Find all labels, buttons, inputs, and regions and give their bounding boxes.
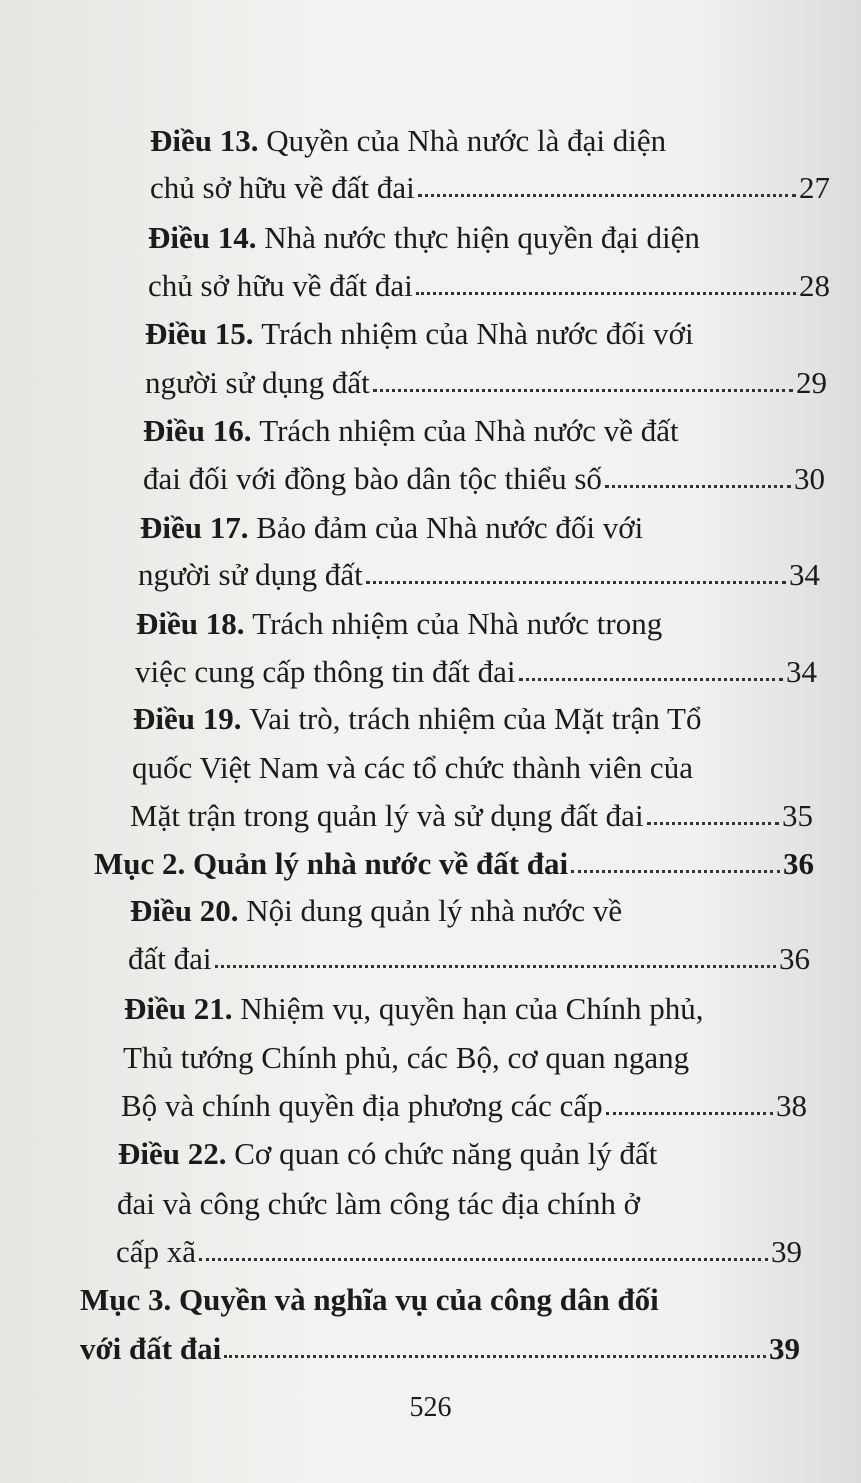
toc-entry-cont — [138, 559, 820, 590]
toc-section-cont — [80, 1333, 800, 1364]
leader-dots — [416, 292, 796, 295]
toc-entry-cont2 — [132, 752, 772, 783]
leader-dots — [199, 1258, 768, 1261]
toc-entry-title — [133, 703, 763, 734]
toc-entry-cont — [145, 367, 827, 398]
toc-entry-label: Điều 21. — [124, 991, 233, 1026]
toc-entry-title — [118, 1138, 778, 1169]
toc-page-number: 34 — [786, 654, 817, 689]
toc-page-number: 38 — [776, 1088, 807, 1123]
toc-entry-cont-text: đất đai — [128, 941, 212, 976]
toc-page-number: 39 — [771, 1234, 802, 1269]
toc-entry-title — [150, 125, 780, 156]
toc-entry-title — [145, 318, 775, 349]
toc-section-label: Mục 2. — [94, 846, 186, 881]
toc-entry-cont2 — [117, 1188, 767, 1219]
toc-entry-cont-text: chủ sở hữu về đất đai — [150, 170, 415, 205]
toc-entry-title — [143, 415, 773, 446]
toc-entry-text: Trách nhiệm của Nhà nước về đất — [259, 413, 679, 448]
toc-entry-cont-text: người sử dụng đất — [145, 365, 370, 400]
toc-page-number: 28 — [799, 268, 830, 303]
leader-dots — [215, 965, 777, 968]
leader-dots — [571, 870, 780, 873]
page-number: 526 — [409, 1392, 452, 1423]
toc-entry-text: Nhà nước thực hiện quyền đại diện — [264, 220, 700, 255]
toc-section — [80, 1284, 780, 1315]
toc-entry-text: Trách nhiệm của Nhà nước đối với — [261, 316, 694, 351]
toc-entry-cont — [121, 1090, 807, 1121]
toc-entry-label: Điều 15. — [145, 316, 254, 351]
toc-entry-label: Điều 17. — [140, 510, 249, 545]
leader-dots — [519, 678, 784, 681]
leader-dots — [606, 1112, 773, 1115]
toc-entry-label: Điều 16. — [143, 413, 252, 448]
toc-section-label: Mục 3. — [80, 1282, 172, 1317]
toc-entry-cont-text: Bộ và chính quyền địa phương các cấp — [121, 1088, 603, 1123]
toc-page-number: 36 — [779, 941, 810, 976]
toc-entry-cont-text: đai đối với đồng bào dân tộc thiểu số — [143, 461, 602, 496]
toc-entry-cont-text: Thủ tướng Chính phủ, các Bộ, cơ quan ngang — [123, 1040, 690, 1075]
leader-dots — [605, 485, 791, 488]
toc-entry-label: Điều 22. — [118, 1136, 227, 1171]
toc-entry-label: Điều 13. — [150, 123, 259, 158]
toc-entry-text: Bảo đảm của Nhà nước đối với — [256, 510, 644, 545]
toc-entry-cont — [143, 463, 825, 494]
toc-entry-text: Trách nhiệm của Nhà nước trong — [252, 606, 663, 641]
toc-entry-cont-text: Mặt trận trong quản lý và sử dụng đất đai — [130, 798, 644, 833]
toc-page-number: 39 — [769, 1331, 800, 1366]
toc-entry-text: Vai trò, trách nhiệm của Mặt trận Tổ — [249, 701, 702, 736]
toc-entry-label: Điều 14. — [148, 220, 257, 255]
toc-entry-cont-text: cấp xã — [116, 1234, 197, 1269]
toc-entry-text: Nhiệm vụ, quyền hạn của Chính phủ, — [240, 991, 704, 1026]
toc-entry-title — [140, 512, 770, 543]
toc-entry-cont-text: đai và công chức làm công tác địa chính ở — [117, 1186, 640, 1221]
toc-entry-label: Điều 20. — [130, 893, 239, 928]
toc-entry-cont2 — [123, 1042, 763, 1073]
toc-entry-cont-text: việc cung cấp thông tin đất đai — [135, 654, 516, 689]
toc-entry-title — [148, 222, 778, 253]
leader-dots — [418, 194, 796, 197]
toc-entry-title — [136, 608, 766, 639]
toc-section-text: Quyền và nghĩa vụ của công dân đối — [179, 1282, 659, 1317]
toc-entry-label: Điều 18. — [136, 606, 245, 641]
toc-page-number: 34 — [789, 557, 820, 592]
toc-section — [94, 848, 814, 879]
toc-page-number: 36 — [783, 846, 814, 881]
toc-entry-cont — [116, 1236, 802, 1267]
toc-entry-label: Điều 19. — [133, 701, 242, 736]
toc-section-cont-text: với đất đai — [80, 1331, 222, 1366]
leader-dots — [373, 389, 793, 392]
leader-dots — [647, 822, 779, 825]
toc-entry-text: Cơ quan có chức năng quản lý đất — [234, 1136, 658, 1171]
toc-entry-title — [130, 895, 760, 926]
toc-entry-cont — [148, 270, 830, 301]
toc-entry-text: Nội dung quản lý nhà nước về — [246, 893, 623, 928]
leader-dots — [224, 1355, 766, 1358]
toc-entry-cont-text: quốc Việt Nam và các tổ chức thành viên của — [132, 750, 693, 785]
leader-dots — [366, 581, 786, 584]
toc-entry-cont — [130, 800, 813, 831]
toc-entry-cont-text: chủ sở hữu về đất đai — [148, 268, 413, 303]
toc-page-number: 27 — [799, 170, 830, 205]
toc-section-text: Quản lý nhà nước về đất đai — [193, 846, 569, 881]
toc-entry-cont — [135, 656, 817, 687]
toc-entry-title — [124, 993, 784, 1024]
toc-entry-cont-text: người sử dụng đất — [138, 557, 363, 592]
toc-entry-cont — [128, 943, 810, 974]
toc-page-number: 30 — [794, 461, 825, 496]
toc-page-number: 35 — [782, 798, 813, 833]
toc-entry-cont — [150, 172, 830, 203]
toc-entry-text: Quyền của Nhà nước là đại diện — [266, 123, 667, 158]
toc-page-number: 29 — [796, 365, 827, 400]
